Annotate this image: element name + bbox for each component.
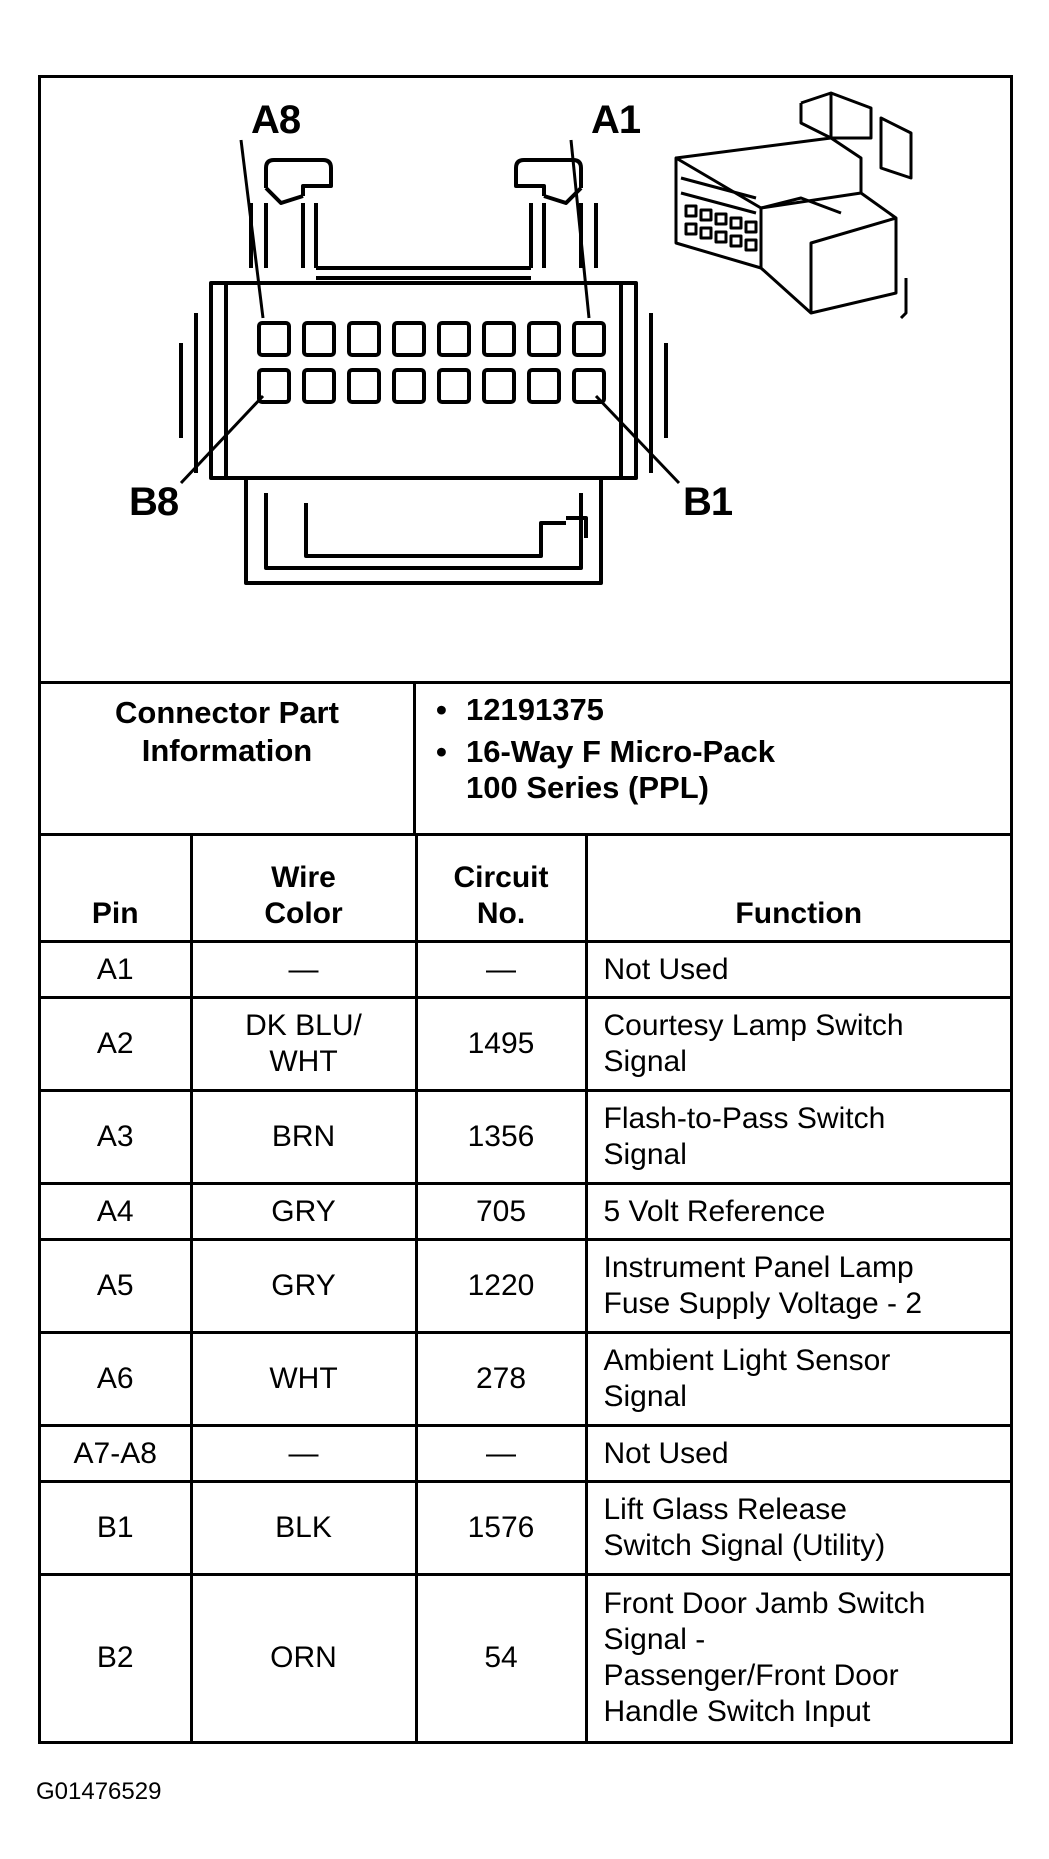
wire-color-cell: BLK <box>191 1482 416 1575</box>
pin-cell: A5 <box>41 1240 191 1333</box>
leader-a8 <box>241 140 263 318</box>
info-title-line1: Connector Part <box>115 695 339 730</box>
connector-type <box>466 734 775 806</box>
circuit-cell: 705 <box>416 1184 586 1240</box>
cavity-b1 <box>574 370 604 402</box>
cavity-b5 <box>394 370 424 402</box>
wire-color-cell: — <box>191 942 416 998</box>
pin-cell: A1 <box>41 942 191 998</box>
pin-cell: A4 <box>41 1184 191 1240</box>
pin-cell: A3 <box>41 1091 191 1184</box>
table-row <box>41 1240 1010 1333</box>
label-a1: A1 <box>591 98 641 142</box>
pin-cell: A2 <box>41 998 191 1091</box>
header-function: Function <box>586 836 1010 942</box>
cavity-a6 <box>349 323 379 355</box>
cavity-a2 <box>529 323 559 355</box>
cavity-a3 <box>484 323 514 355</box>
circuit-cell: — <box>416 1426 586 1482</box>
label-a8: A8 <box>251 98 301 142</box>
circuit-cell: 278 <box>416 1333 586 1426</box>
label-b8: B8 <box>129 480 179 524</box>
function-cell: Courtesy Lamp Switch Signal <box>586 998 1010 1091</box>
function-cell: Not Used <box>586 1426 1010 1482</box>
function-cell: Instrument Panel Lamp Fuse Supply Voltage - 2 <box>586 1240 1010 1333</box>
table-row <box>41 1426 1010 1482</box>
connector-sheet <box>38 75 1013 1744</box>
cavity-a1 <box>574 323 604 355</box>
header-pin: Pin <box>41 836 191 942</box>
cavity-a4 <box>439 323 469 355</box>
table-row <box>41 1091 1010 1184</box>
wire-color-cell: — <box>191 1426 416 1482</box>
info-title-line2: Information <box>141 733 313 768</box>
label-b1: B1 <box>683 480 733 524</box>
pin-cell: B1 <box>41 1482 191 1575</box>
function-cell: Ambient Light Sensor Signal <box>586 1333 1010 1426</box>
wire-color-cell: DK BLU/ WHT <box>191 998 416 1091</box>
connector-diagram-panel <box>41 78 1010 684</box>
connector-isometric-icon <box>676 93 911 318</box>
connector-type-line2: 100 Series (PPL) <box>466 770 709 805</box>
cavity-a5 <box>394 323 424 355</box>
connector-type-line1: 16-Way F Micro-Pack <box>466 734 775 769</box>
circuit-cell: 54 <box>416 1575 586 1741</box>
cavity-a8 <box>259 323 289 355</box>
circuit-cell: — <box>416 942 586 998</box>
circuit-cell: 1356 <box>416 1091 586 1184</box>
cavity-b2 <box>529 370 559 402</box>
wire-color-cell: WHT <box>191 1333 416 1426</box>
part-number: • 12191375 <box>466 692 775 728</box>
table-row <box>41 1482 1010 1575</box>
circuit-cell: 1495 <box>416 998 586 1091</box>
leader-b8 <box>181 396 263 483</box>
wire-color-cell: GRY <box>191 1240 416 1333</box>
connector-part-info-title <box>41 684 416 833</box>
pin-cell: A7-A8 <box>41 1426 191 1482</box>
function-cell: Not Used <box>586 942 1010 998</box>
cavity-b7 <box>304 370 334 402</box>
function-cell: 5 Volt Reference <box>586 1184 1010 1240</box>
header-circuit-no: Circuit No. <box>416 836 586 942</box>
function-cell: Lift Glass Release Switch Signal (Utility) <box>586 1482 1010 1575</box>
figure-id: G01476529 <box>36 1778 162 1805</box>
header-wire-color: Wire Color <box>191 836 416 942</box>
table-row <box>41 1333 1010 1426</box>
table-header-row <box>41 836 1010 942</box>
table-row <box>41 1184 1010 1240</box>
pin-table <box>41 836 1010 1741</box>
cavity-a7 <box>304 323 334 355</box>
wire-color-cell: GRY <box>191 1184 416 1240</box>
connector-part-info-list <box>416 684 775 833</box>
function-cell: Flash-to-Pass Switch Signal <box>586 1091 1010 1184</box>
pin-cell: B2 <box>41 1575 191 1741</box>
cavity-b3 <box>484 370 514 402</box>
wire-color-cell: BRN <box>191 1091 416 1184</box>
pin-cell: A6 <box>41 1333 191 1426</box>
cavity-b6 <box>349 370 379 402</box>
wire-color-cell: ORN <box>191 1575 416 1741</box>
connector-part-info-row <box>41 684 1010 836</box>
table-row <box>41 942 1010 998</box>
circuit-cell: 1576 <box>416 1482 586 1575</box>
connector-face-drawing <box>41 78 1010 681</box>
circuit-cell: 1220 <box>416 1240 586 1333</box>
cavity-b4 <box>439 370 469 402</box>
table-row <box>41 1575 1010 1741</box>
table-row <box>41 998 1010 1091</box>
function-cell: Front Door Jamb Switch Signal - Passenger/Front Door Handle Switch Input <box>586 1575 1010 1741</box>
